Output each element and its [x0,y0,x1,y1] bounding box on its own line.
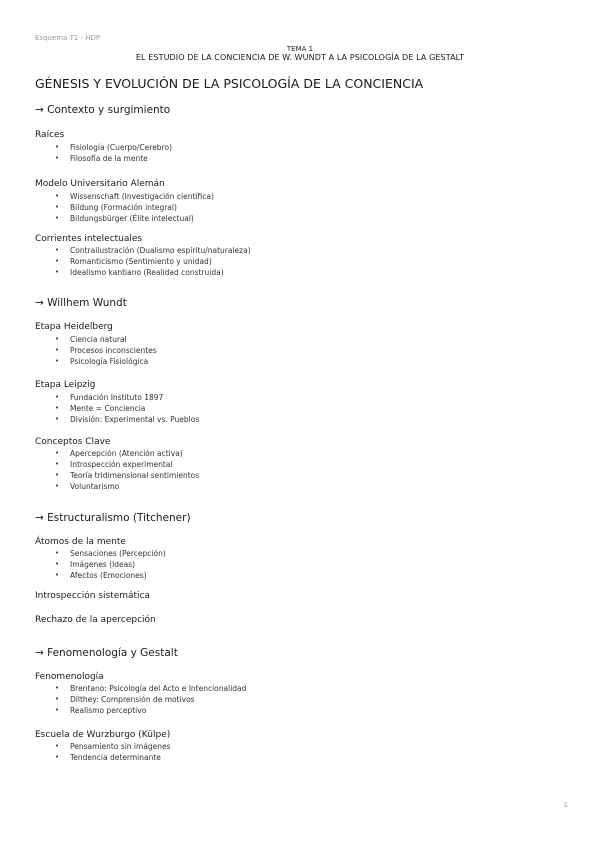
main-title: GÉNESIS Y EVOLUCIÓN DE LA PSICOLOGÍA DE LA CONCIENCIA [35,76,424,91]
list-item: • Fisiología (Cuerpo/Cerebro) [55,142,172,153]
list-item: • Apercepción (Atención activa) [55,448,199,459]
list-item: • Ciencia natural [55,334,157,345]
subheading-rechazo: Rechazo de la apercepción [35,615,156,625]
subheading-modelo: Modelo Universitario Alemán [35,179,165,189]
list-item: • Fundación Instituto 1897 [55,392,199,403]
page-number: 1 [563,801,568,809]
subheading-atomos: Átomos de la mente [35,537,126,547]
bullet-list-conceptos [55,448,199,492]
bullet-list-atomos [55,548,166,581]
list-item: • Brentano: Psicología del Acto e Intencionalidad [55,683,246,694]
subheading-introspeccion: Introspección sistemática [35,591,151,601]
document-subtitle: EL ESTUDIO DE LA CONCIENCIA DE W. WUNDT A LA PSICOLOGÍA DE LA GESTALT [135,53,465,62]
subheading-fenomenologia: Fenomenología [35,672,104,682]
section-heading-contexto: → Contexto y surgimiento [35,104,171,116]
subheading-leipzig: Etapa Leipzig [35,380,96,390]
bullet-list-fenomenologia [55,683,246,716]
list-item: • Voluntarismo [55,481,199,492]
list-item: • División: Experimental vs. Pueblos [55,414,199,425]
list-item: • Introspección experimental [55,459,199,470]
bullet-list-wurzburgo [55,741,171,763]
bullet-list-heidelberg [55,334,157,367]
list-item: • Afectos (Emociones) [55,570,166,581]
list-item: • Idealismo kantiano (Realidad construida) [55,267,251,278]
list-item: • Contrailustración (Dualismo espíritu/naturaleza) [55,245,251,256]
list-item: • Teoría tridimensional sentimientos [55,470,199,481]
bullet-list-leipzig [55,392,199,425]
list-item: • Realismo perceptivo [55,705,246,716]
bullet-list-modelo [55,191,214,224]
list-item: • Psicología Fisiológica [55,356,157,367]
bullet-list-raices [55,142,172,164]
subheading-corrientes: Corrientes intelectuales [35,234,143,244]
list-item: • Mente = Conciencia [55,403,199,414]
list-item: • Procesos inconscientes [55,345,157,356]
subheading-heidelberg: Etapa Heidelberg [35,322,113,332]
subheading-wurzburgo: Escuela de Wurzburgo (Külpe) [35,730,171,740]
subheading-raices: Raíces [35,130,65,140]
section-heading-wundt: → Willhem Wundt [35,297,127,309]
list-item: • Tendencia determinante [55,752,171,763]
list-item: • Sensaciones (Percepción) [55,548,166,559]
document-header-label: Esquema T1 - HDP [35,34,101,42]
section-heading-fenomenologia-gestalt: → Fenomenología y Gestalt [35,647,178,659]
list-item: • Bildung (Formación integral) [55,202,214,213]
list-item: • Wissenschaft (Investigación científica) [55,191,214,202]
list-item: • Imágenes (Ideas) [55,559,166,570]
list-item: • Filosofía de la mente [55,153,172,164]
list-item: • Bildungsbürger (Élite intelectual) [55,213,214,224]
list-item: • Dilthey: Comprensión de motivos [55,694,246,705]
tema-label: TEMA 1 [286,45,314,53]
bullet-list-corrientes [55,245,251,278]
list-item: • Romanticismo (Sentimiento y unidad) [55,256,251,267]
list-item: • Pensamiento sin imágenes [55,741,171,752]
section-heading-estructuralismo: → Estructuralismo (Titchener) [35,512,191,524]
subheading-conceptos: Conceptos Clave [35,437,111,447]
